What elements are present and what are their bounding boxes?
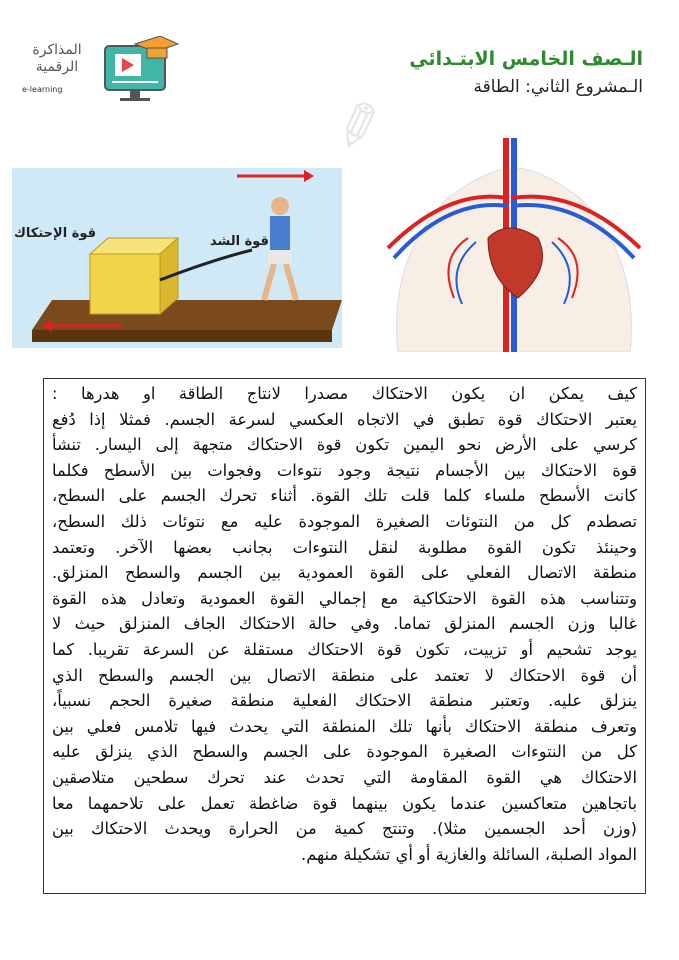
body-line: وتتناسب هذه القوة الاحتكاكية مع إجمالي القوة العمودية وتعادل هذه القوة [52,588,637,608]
logo-name-line1: المذاكرة [32,42,82,58]
tension-force-label: قوة الشد [210,234,269,249]
body-line: منطقة الاتصال الفعلي على القوة العمودية بين الجسم والسطح المنزلق. [52,563,637,583]
watermark: ✎ [314,90,398,162]
body-line: وحينئذ تكون القوة مطلوبة لنقل النتوءات بجانب بعضها الآخر. وتعتمد [52,537,637,557]
friction-illustration [12,150,342,348]
body-line: تصطدم كل من النتوئات الصغيرة الموجودة عليه مع نتوئات ذلك السطح، [52,511,637,531]
body-line: (وزن أحد الجسمين مثلا). وتنتج كمية من الحرارة ويحدث الاحتكاك بين [52,819,637,839]
friction-force-label: قوة الإحتكاك [14,226,97,241]
project-title: الـمشروع الثاني: الطاقة [473,77,643,97]
body-line: قوة الاحتكاك بين الأجسام نتيجة وجود نتوءات وفجوات بين الأسطح فكلما [52,460,637,480]
grade-title: الـصف الخامس الابتـدائي [409,48,643,70]
body-line: يوجد تشحيم أو تزييت، تكون قوة الاحتكاك مستقلة عن السرعة تقريبا. كما [52,639,637,659]
body-line: كرسي على الأرض نحو اليمين تكون قوة الاحتكاك متجهة إلى اليسار. تنشأ [52,435,637,455]
body-line: باتجاهين متعاكسين عندما يكون بينهما قوة ضاغطة تعمل على تلاحمهما معا [52,793,637,813]
text-box [43,378,646,894]
body-line: المواد الصلبة، السائلة والغازية أو أي تشكيلة منهم. [301,844,637,864]
body-line: ينزلق عليه. وتعتبر منطقة الاحتكاك الفعلية منطقة صغيرة الحجم نسبياً، [52,691,637,711]
circulatory-system-illustration [358,138,670,352]
body-line: الاحتكاك هي القوة المقاومة التي تحدث عند تحرك سطحين متلاصقين [52,767,637,787]
body-line: يعتبر الاحتكاك قوة تطبق في الاتجاه العكسي لسرعة الجسم. فمثلا إذا دُفع [52,409,637,429]
body-line: كانت الأسطح ملساء كلما قلت تلك القوة. أثناء تحرك الجسم على السطح، [52,486,637,506]
body-line: غالبا وزن الجسم المنزلق تماما. وفي حالة الاحتكاك الجاف المنزلق حيث لا [52,614,637,634]
body-line: أن قوة الاحتكاك لا تعتمد على منطقة الاتصال بين الجسم والسطح الذي [52,665,637,685]
logo-name-line2: الرقمية [35,59,79,75]
body-line: وتعرف منطقة الاحتكاك بأنها تلك المنطقة التي يحدث فيها تلامس فعلي بين [52,716,637,736]
body-line: كل من النتوءات الصغيرة الموجودة على الجسم والسطح الذي ينزلق عليه [52,742,637,762]
body-line: كيف يمكن ان يكون الاحتكاك مصدرا لانتاج الطاقة او هدرها : [52,384,637,403]
logo-tagline: e-learning [22,85,63,94]
logo-name [22,42,92,76]
